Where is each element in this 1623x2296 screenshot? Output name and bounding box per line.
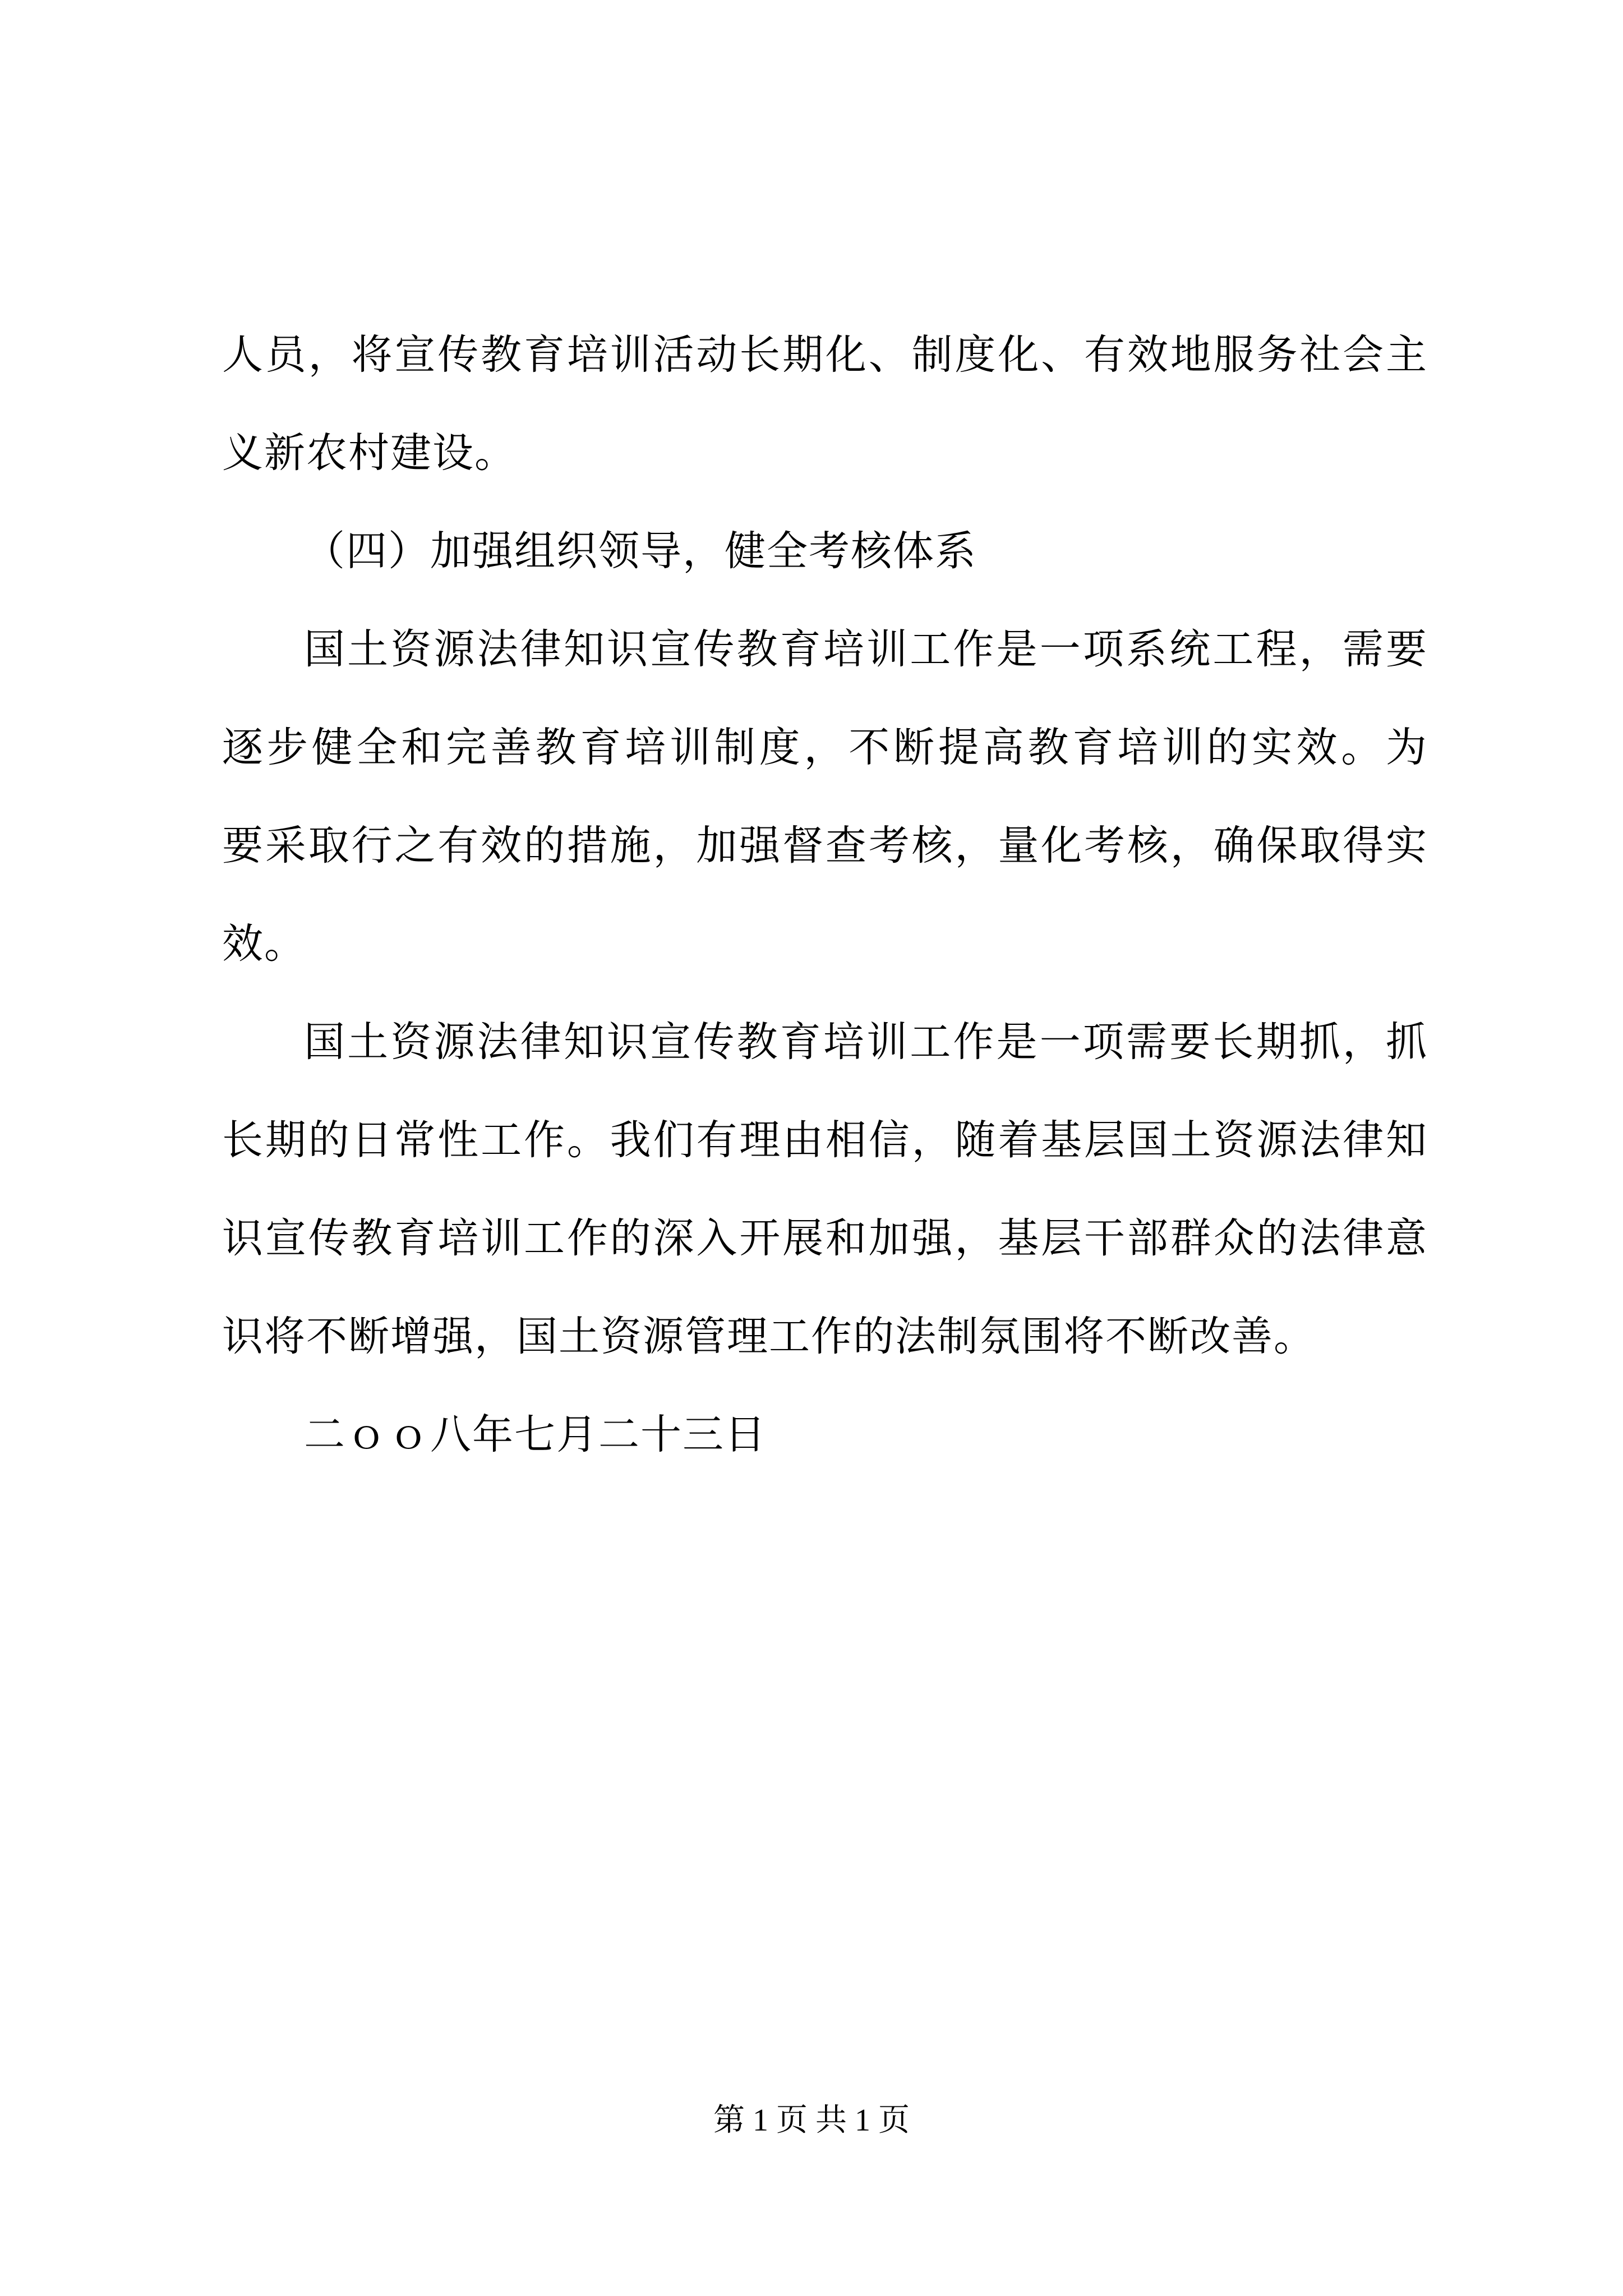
section-heading: （四）加强组织领导，健全考核体系 <box>304 527 977 575</box>
page-number-footer: 第 1 页 共 1 页 <box>713 2103 910 2138</box>
body-line: 逐步健全和完善教育培训制度，不断提高教育培训的实效。为 <box>222 724 1428 771</box>
date-line: 二ｏｏ八年七月二十三日 <box>304 1411 767 1458</box>
body-line: 人员，将宣传教育培训活动长期化、制度化、有效地服务社会主 <box>222 331 1428 379</box>
body-line: 要采取行之有效的措施，加强督查考核，量化考核，确保取得实 <box>222 822 1428 869</box>
document-body <box>222 306 1428 1484</box>
body-line: 识宣传教育培训工作的深入开展和加强，基层干部群众的法律意 <box>222 1214 1428 1262</box>
body-line: 义新农村建设。 <box>222 429 517 477</box>
body-line: 识将不断增强，国土资源管理工作的法制氛围将不断改善。 <box>222 1313 1316 1360</box>
body-line: 效。 <box>222 920 306 968</box>
body-line: 国土资源法律知识宣传教育培训工作是一项需要长期抓，抓 <box>304 1018 1428 1066</box>
body-line: 国土资源法律知识宣传教育培训工作是一项系统工程，需要 <box>304 625 1428 673</box>
body-line: 长期的日常性工作。我们有理由相信，随着基层国土资源法律知 <box>222 1116 1428 1164</box>
